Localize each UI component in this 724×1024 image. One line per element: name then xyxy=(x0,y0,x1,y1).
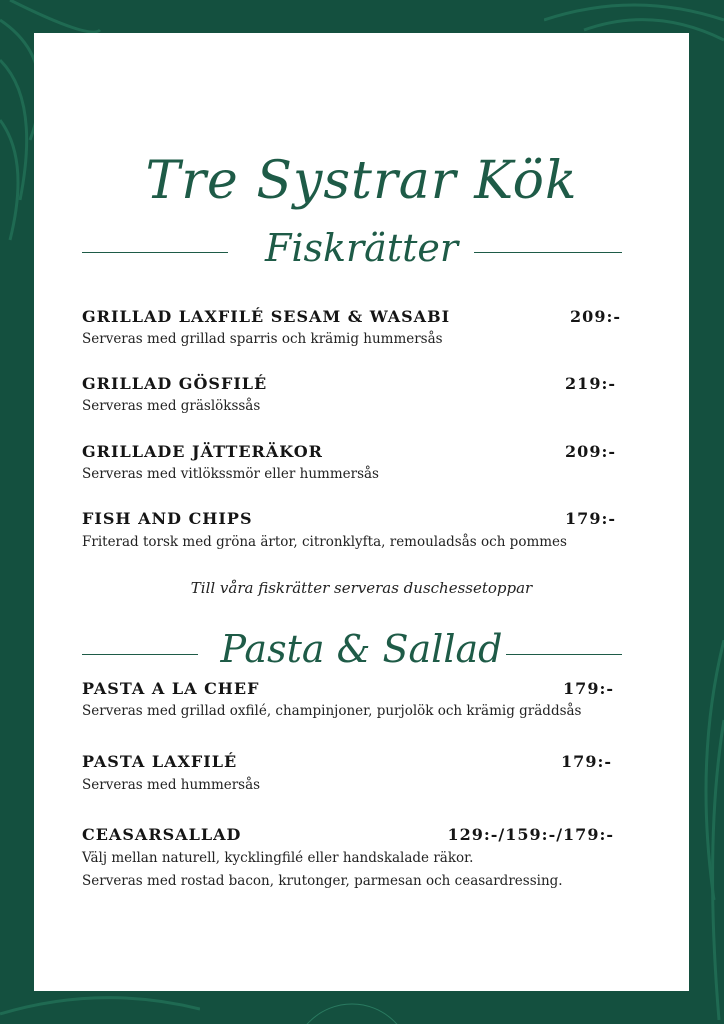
menu-item-description: Serveras med hummersås xyxy=(82,777,261,793)
menu-item-description: Serveras med grillad sparris och krämig hummersås xyxy=(82,331,443,347)
menu-item-name: GRILLAD LAXFILÉ SESAM & WASABI xyxy=(82,307,451,326)
menu-item-name: FISH AND CHIPS xyxy=(82,509,253,528)
menu-item-description: Serveras med rostad bacon, krutonger, parmesan och ceasardressing. xyxy=(82,873,563,889)
menu-item-price: 179:- xyxy=(561,752,612,771)
section-divider-right xyxy=(474,252,622,253)
menu-item-description: Serveras med gräslökssås xyxy=(82,398,261,414)
menu-item-price: 179:- xyxy=(565,509,616,528)
menu-item-price: 129:-/159:-/179:- xyxy=(447,825,614,844)
section-note: Till våra fiskrätter serveras duschessetoppar xyxy=(190,579,533,597)
menu-item-description: Serveras med vitlökssmör eller hummersås xyxy=(82,466,379,482)
section-divider-right xyxy=(506,654,622,655)
menu-item-description: Friterad torsk med gröna ärtor, citronklyfta, remouladsås och pommes xyxy=(82,534,567,550)
circle-ornament-bottom xyxy=(282,994,422,1024)
palm-leaf-decoration-right xyxy=(684,640,724,1020)
menu-item-description: Välj mellan naturell, kycklingfilé eller handskalade räkor. xyxy=(82,850,474,866)
menu-item-name: CEASARSALLAD xyxy=(82,825,242,844)
menu-item-name: GRILLAD GÖSFILÉ xyxy=(82,374,268,393)
menu-item-name: PASTA LAXFILÉ xyxy=(82,752,238,771)
menu-page xyxy=(34,33,689,991)
restaurant-name: Tre Systrar Kök xyxy=(145,151,578,211)
menu-item-price: 179:- xyxy=(563,679,614,698)
menu-item-price: 219:- xyxy=(565,374,616,393)
section-title-fiskratter: Fiskrätter xyxy=(264,226,459,270)
menu-item-description: Serveras med grillad oxfilé, champinjoner, purjolök och krämig gräddsås xyxy=(82,703,582,719)
menu-item-name: GRILLADE JÄTTERÄKOR xyxy=(82,442,323,461)
menu-item-price: 209:- xyxy=(570,307,621,326)
menu-item-name: PASTA A LA CHEF xyxy=(82,679,260,698)
section-title-pasta-sallad: Pasta & Sallad xyxy=(220,627,503,671)
menu-item-price: 209:- xyxy=(565,442,616,461)
